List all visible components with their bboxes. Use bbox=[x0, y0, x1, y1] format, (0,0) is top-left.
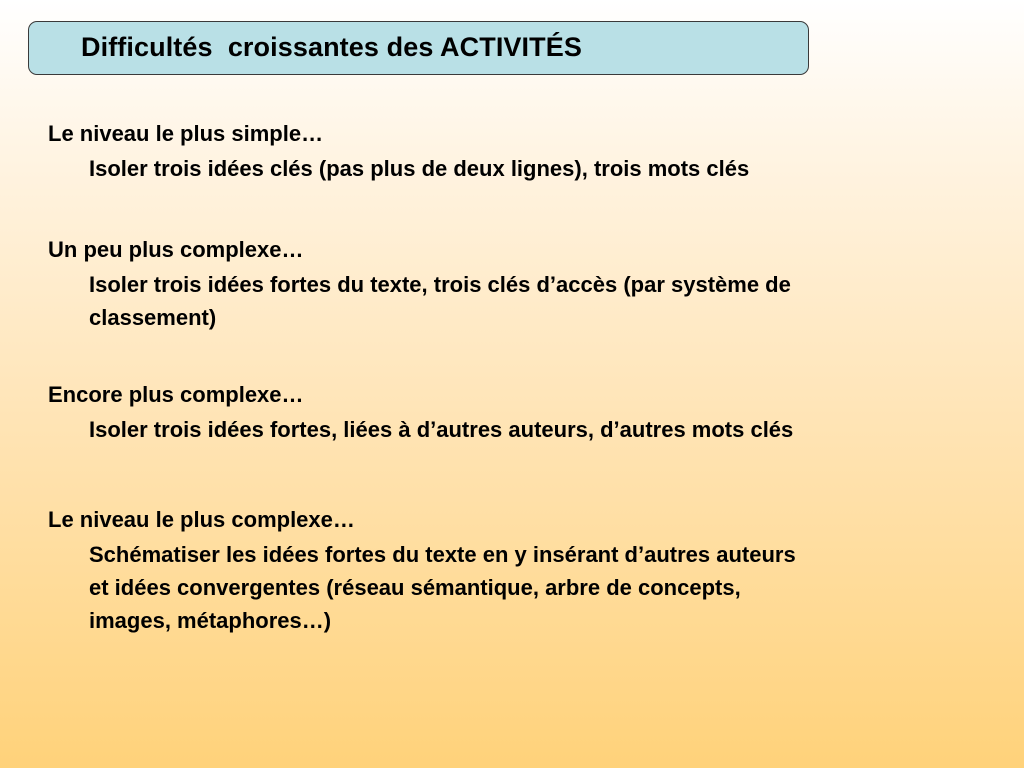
section-level-3 bbox=[48, 378, 1008, 446]
detail-line: images, métaphores…) bbox=[89, 608, 332, 633]
section-level-4 bbox=[48, 503, 1008, 637]
section-detail bbox=[48, 268, 1008, 334]
detail-line: Isoler trois idées fortes du texte, trois clés d’accès (par système de bbox=[89, 272, 791, 297]
section-level-2 bbox=[48, 233, 1008, 334]
section-detail bbox=[48, 413, 1008, 446]
section-detail bbox=[48, 538, 1008, 637]
section-heading: Encore plus complexe… bbox=[48, 382, 304, 407]
slide-title: Difficultés croissantes des ACTIVITÉS bbox=[81, 32, 582, 62]
detail-line: Schématiser les idées fortes du texte en y insérant d’autres auteurs bbox=[89, 542, 796, 567]
detail-line: Isoler trois idées clés (pas plus de deux lignes), trois mots clés bbox=[89, 156, 750, 181]
detail-line: Isoler trois idées fortes, liées à d’autres auteurs, d’autres mots clés bbox=[89, 417, 794, 442]
section-heading: Le niveau le plus simple… bbox=[48, 121, 324, 146]
title-box bbox=[28, 21, 809, 75]
detail-line: et idées convergentes (réseau sémantique, arbre de concepts, bbox=[89, 575, 741, 600]
detail-line: classement) bbox=[89, 305, 217, 330]
section-detail bbox=[48, 152, 1008, 185]
section-heading: Le niveau le plus complexe… bbox=[48, 507, 355, 532]
section-heading: Un peu plus complexe… bbox=[48, 237, 304, 262]
section-level-1 bbox=[48, 117, 1008, 185]
